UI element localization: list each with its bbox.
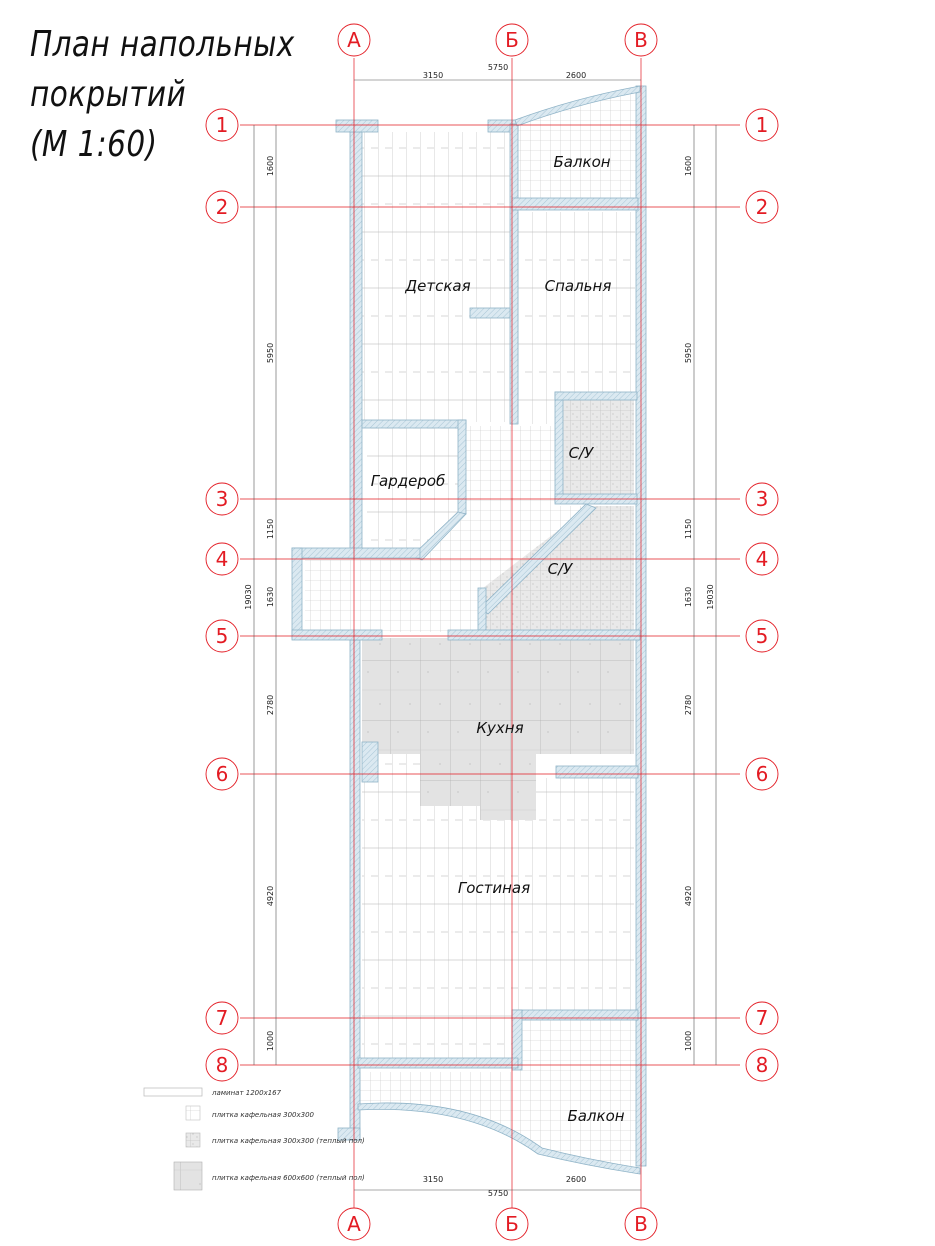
wall-hall-left — [292, 548, 302, 638]
room-label-living-room: Гостиная — [457, 879, 531, 897]
floor-kitchen-lower-left — [420, 754, 536, 806]
svg-text:плитка кафельная 300х300 (тепл: плитка кафельная 300х300 (теплый пол) — [212, 1137, 365, 1145]
axis-bubble-7-left — [206, 1002, 238, 1034]
dim-top-ab: 3150 — [422, 71, 444, 80]
dim-left-56: 2780 — [266, 694, 275, 716]
dim-left-total: 19030 — [244, 584, 253, 610]
svg-text:Б: Б — [505, 1212, 519, 1236]
svg-text:4: 4 — [755, 547, 769, 571]
axis-bubble-6-left — [206, 758, 238, 790]
svg-text:3: 3 — [755, 487, 769, 511]
axis-bubble-3-right — [746, 483, 778, 515]
axis-bubble-a-bottom — [338, 1208, 370, 1240]
dim-left-23: 5950 — [266, 342, 275, 364]
axis-bubble-v-top — [625, 24, 657, 56]
svg-text:ламинат 1200х167: ламинат 1200х167 — [212, 1089, 282, 1097]
axis-bubble-5-left — [206, 620, 238, 652]
dim-bottom-bv: 2600 — [565, 1175, 587, 1184]
legend-item-tile-300 — [186, 1106, 315, 1120]
axis-bubble-5-right — [746, 620, 778, 652]
dim-right-67: 4920 — [684, 885, 693, 907]
legend-item-laminate — [144, 1088, 282, 1097]
svg-text:3: 3 — [215, 487, 229, 511]
axis-bubble-a-top — [338, 24, 370, 56]
svg-text:5: 5 — [215, 624, 229, 648]
wall-hall-top — [292, 548, 420, 558]
axis-bubble-2-left — [206, 191, 238, 223]
axis-bubble-4-left — [206, 543, 238, 575]
axis-bubble-8-left — [206, 1049, 238, 1081]
dim-bottom-total: 5750 — [487, 1189, 509, 1198]
dim-left-67: 4920 — [266, 885, 275, 907]
svg-text:В: В — [634, 28, 648, 52]
svg-text:1: 1 — [755, 113, 769, 137]
axis-bubble-b-top — [496, 24, 528, 56]
floor-kitchen-lower-right — [480, 806, 536, 820]
svg-text:8: 8 — [215, 1053, 229, 1077]
svg-text:5: 5 — [755, 624, 769, 648]
svg-text:6: 6 — [215, 762, 229, 786]
axis-bubble-3-left — [206, 483, 238, 515]
svg-text:Б: Б — [505, 28, 519, 52]
room-label-kitchen: Кухня — [476, 719, 524, 737]
legend-item-tile-600-warm — [174, 1162, 365, 1190]
wall-balcony-sep — [512, 198, 638, 210]
dim-bottom-ab: 3150 — [422, 1175, 444, 1184]
wall-mid-vertical — [510, 124, 518, 424]
floor-bedroom-lower — [517, 392, 557, 424]
svg-text:А: А — [347, 1212, 361, 1236]
axis-bubble-b-bottom — [496, 1208, 528, 1240]
dim-left-45: 1630 — [266, 586, 275, 608]
wall-bath2-left — [478, 588, 486, 632]
svg-text:А: А — [347, 28, 361, 52]
wall-living-left-door — [362, 742, 378, 782]
wall-balcony-b-sep — [512, 1010, 638, 1020]
room-label-bedroom: Спальня — [544, 277, 612, 295]
svg-text:6: 6 — [755, 762, 769, 786]
svg-text:В: В — [634, 1212, 648, 1236]
svg-text:2: 2 — [215, 195, 229, 219]
plan-scale: (М 1:60) — [30, 124, 158, 165]
room-label-bathroom-1: С/У — [568, 444, 594, 462]
dim-right-78: 1000 — [684, 1030, 693, 1052]
svg-text:8: 8 — [755, 1053, 769, 1077]
floor-bedroom — [517, 212, 635, 392]
wall-bottom — [358, 1058, 518, 1068]
wall-bath2-bottom — [448, 630, 640, 640]
svg-text:плитка кафельная 300х300: плитка кафельная 300х300 — [212, 1111, 314, 1119]
wall-kitchen-right — [556, 766, 638, 778]
axis-bubble-1-right — [746, 109, 778, 141]
dim-right-12: 1600 — [684, 155, 693, 177]
dim-left-12: 1600 — [266, 155, 275, 177]
wall-kids-stub — [470, 308, 510, 318]
axis-bubble-7-right — [746, 1002, 778, 1034]
room-label-balcony-top: Балкон — [553, 153, 611, 171]
dim-top-bv: 2600 — [565, 71, 587, 80]
axis-bubble-1-left — [206, 109, 238, 141]
wall-top-left — [336, 120, 378, 132]
wall-bath1-left — [555, 392, 563, 502]
axis-bubble-8-right — [746, 1049, 778, 1081]
legend — [144, 1088, 365, 1190]
dim-right-45: 1630 — [684, 586, 693, 608]
room-label-kids-room: Детская — [405, 277, 471, 295]
axis-bubble-4-right — [746, 543, 778, 575]
wall-hall-bottom — [292, 630, 382, 640]
dim-right-total: 19030 — [706, 584, 715, 610]
floor-balcony-bottom-right — [520, 1018, 638, 1072]
room-label-balcony-bottom: Балкон — [567, 1107, 625, 1125]
svg-text:7: 7 — [215, 1006, 229, 1030]
room-label-wardrobe: Гардероб — [370, 472, 446, 490]
wall-left-outer — [350, 132, 362, 552]
axis-bubble-2-right — [746, 191, 778, 223]
svg-text:2: 2 — [755, 195, 769, 219]
wall-bath1-top — [555, 392, 637, 400]
dim-right-34: 1150 — [684, 518, 693, 540]
svg-text:1: 1 — [215, 113, 229, 137]
dim-right-23: 5950 — [684, 342, 693, 364]
axis-bubble-6-right — [746, 758, 778, 790]
dim-left-34: 1150 — [266, 518, 275, 540]
room-label-bathroom-2: С/У — [547, 560, 573, 578]
dim-top-total: 5750 — [487, 63, 509, 72]
dim-right-56: 2780 — [684, 694, 693, 716]
wall-wardrobe-right — [458, 420, 466, 514]
wall-wardrobe-top — [362, 420, 466, 428]
svg-text:4: 4 — [215, 547, 229, 571]
plan-title-line-1: План напольных — [30, 24, 295, 65]
svg-text:плитка кафельная 600х600 (тепл: плитка кафельная 600х600 (теплый пол) — [212, 1174, 365, 1182]
svg-text:7: 7 — [755, 1006, 769, 1030]
dim-left-78: 1000 — [266, 1030, 275, 1052]
plan-title-line-2: покрытий — [30, 74, 187, 115]
axis-bubble-v-bottom — [625, 1208, 657, 1240]
